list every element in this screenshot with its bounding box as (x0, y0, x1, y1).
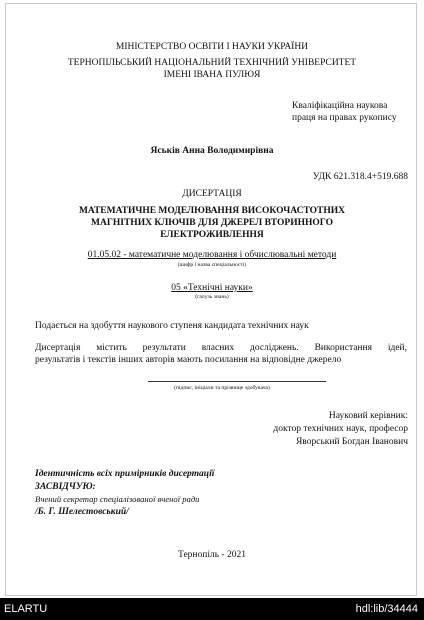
title-line1: МАТЕМАТИЧНЕ МОДЕЛЮВАННЯ ВИСОКОЧАСТОТНИХ (78, 206, 346, 216)
repository-name: ELARTU (4, 603, 48, 615)
certification-line2: ЗАСВІДЧУЮ: (35, 482, 96, 492)
statement-line1: Дисертація містить результати власних досліджень. Використання ідей, (35, 343, 407, 353)
certification-line4: /Б. Г. Шелестовський/ (35, 507, 129, 517)
signature-caption: (підпис, ініціали та прізвище здобувача) (174, 385, 270, 391)
field-of-knowledge: 05 «Технічні науки» (171, 283, 253, 293)
qualification-line2: праця на правах рукопису (292, 113, 397, 123)
udc-code: УДК 621.318.4+519.688 (312, 172, 408, 182)
document-page (5, 3, 417, 596)
certification-line1: Ідентичність всіх примірників дисертації (35, 469, 215, 479)
supervisor-name: Яворський Богдан Іванович (295, 437, 408, 447)
handle-identifier: hdl:lib/34444 (355, 603, 418, 615)
supervisor-degree: доктор технічних наук, професор (273, 424, 408, 434)
specialty-caption: (шифр і назва спеціальності) (177, 262, 247, 268)
author-name: Яськів Анна Володимирівна (150, 146, 274, 156)
field-caption: (галузь знань) (195, 294, 229, 300)
university-name-line1: ТЕРНОПІЛЬСЬКИЙ НАЦІОНАЛЬНИЙ ТЕХНІЧНИЙ УНІВЕРСИТЕТ (67, 58, 357, 68)
document-type: ДИСЕРТАЦІЯ (182, 189, 242, 199)
title-line3: ЕЛЕКТРОЖИВЛЕННЯ (160, 230, 264, 240)
statement-line2: результатів і текстів інших авторів мають посилання на відповідне джерело (35, 355, 342, 365)
ministry-heading: МІНІСТЕРСТВО ОСВІТИ І НАУКИ УКРАЇНИ (115, 42, 309, 52)
title-line2: МАГНІТНИХ КЛЮЧІВ ДЛЯ ДЖЕРЕЛ ВТОРИННОГО (91, 218, 333, 228)
place-year: Тернопіль - 2021 (178, 550, 246, 560)
supervisor-label: Науковий керівник: (328, 411, 408, 421)
repository-footer (0, 598, 424, 620)
submission-text: Подається на здобуття наукового ступеня кандидата технічних наук (35, 321, 309, 331)
qualification-line1: Кваліфікаційна наукова (292, 101, 388, 111)
specialty-code: 01.05.02 - математичне моделювання і обчислювальні методи (87, 250, 337, 260)
university-name-line2: ІМЕНІ ІВАНА ПУЛЮЯ (163, 70, 261, 80)
signature-line (148, 381, 326, 382)
certification-line3: Вчений секретар спеціалізованої вченої ради (35, 494, 200, 504)
